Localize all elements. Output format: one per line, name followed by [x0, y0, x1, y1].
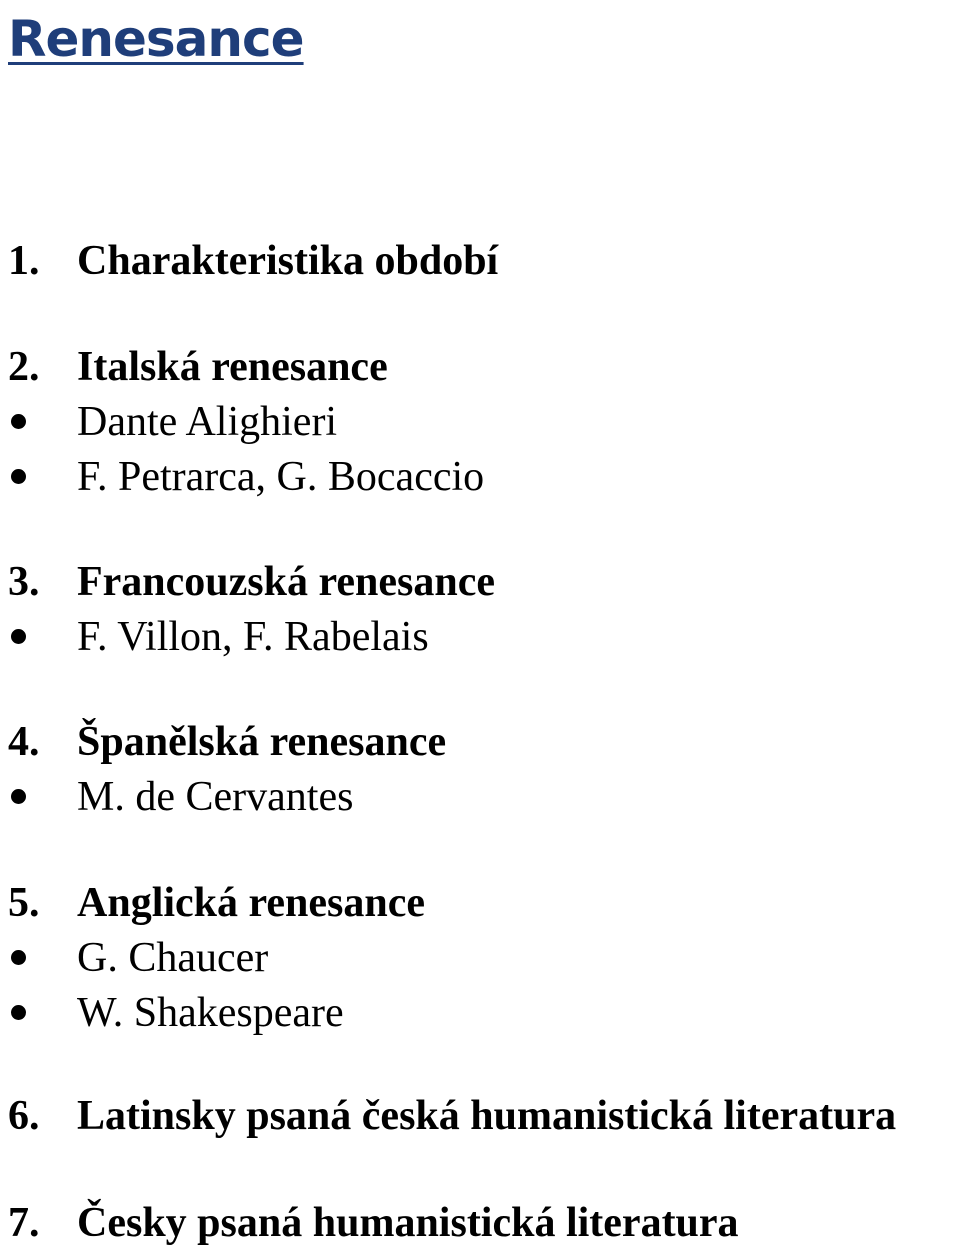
section-heading-text: Česky psaná humanistická literatura — [77, 1200, 739, 1246]
bullet-icon — [11, 414, 26, 429]
section-number: 5. — [8, 880, 40, 926]
section-number: 7. — [8, 1200, 40, 1246]
section-number: 2. — [8, 344, 40, 390]
section-heading-text: Latinsky psaná česká humanistická literatura — [77, 1093, 897, 1139]
list-item — [0, 395, 960, 449]
list-item — [0, 986, 960, 1040]
section-number: 3. — [8, 559, 40, 605]
list-item-text: Dante Alighieri — [77, 399, 338, 445]
section-heading — [0, 1089, 960, 1143]
section-number: 6. — [8, 1093, 40, 1139]
section-heading — [0, 340, 960, 394]
bullet-icon — [11, 629, 26, 644]
section-heading — [0, 555, 960, 609]
bullet-icon — [11, 1005, 26, 1020]
list-item — [0, 450, 960, 504]
list-item-text: M. de Cervantes — [77, 774, 354, 820]
list-item-text: G. Chaucer — [77, 935, 269, 981]
list-item — [0, 931, 960, 985]
bullet-icon — [11, 789, 26, 804]
bullet-icon — [11, 950, 26, 965]
section-heading-text: Italská renesance — [77, 344, 388, 390]
section-heading-text: Francouzská renesance — [77, 559, 496, 605]
section-heading-text: Charakteristika období — [77, 238, 499, 284]
list-item — [0, 770, 960, 824]
bullet-icon — [11, 469, 26, 484]
section-heading — [0, 715, 960, 769]
list-item-text: F. Petrarca, G. Bocaccio — [77, 454, 485, 500]
section-heading-text: Anglická renesance — [77, 880, 426, 926]
section-heading-text: Španělská renesance — [77, 719, 447, 765]
section-heading — [0, 876, 960, 930]
list-item — [0, 610, 960, 664]
page-title: Renesance — [8, 10, 304, 68]
section-number: 4. — [8, 719, 40, 765]
section-heading — [0, 234, 960, 288]
section-heading — [0, 1196, 960, 1250]
list-item-text: F. Villon, F. Rabelais — [77, 614, 429, 660]
list-item-text: W. Shakespeare — [77, 990, 344, 1036]
section-number: 1. — [8, 238, 40, 284]
